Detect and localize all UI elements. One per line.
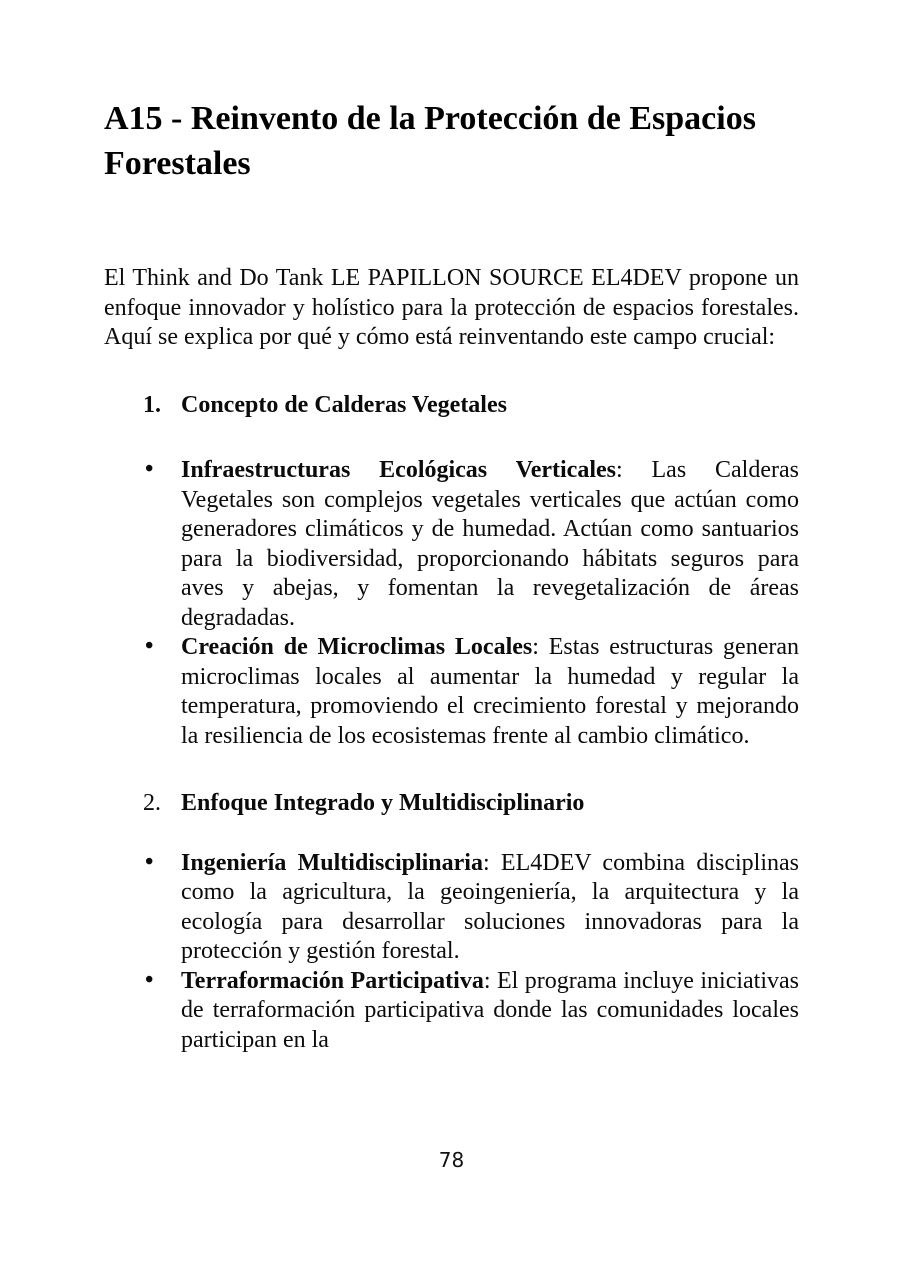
section-heading-1 bbox=[104, 391, 799, 421]
list-item bbox=[104, 849, 799, 967]
intro-paragraph: El Think and Do Tank LE PAPILLON SOURCE EL4DEV propone un enfoque innovador y holístico para la protección de espacios forestales. Aquí se explica por qué y cómo está reinventando este campo crucial: bbox=[104, 265, 799, 350]
bullet-list-2 bbox=[104, 849, 799, 1056]
bullet-text: : El programa incluye iniciativas de terraformación participativa donde las comunidades locales participan en la bbox=[181, 967, 800, 1053]
bullet-list-1 bbox=[104, 456, 799, 751]
list-item bbox=[104, 633, 799, 751]
page-number: 78 bbox=[438, 1148, 465, 1172]
section-number: 1. bbox=[143, 391, 161, 418]
bullet-text: : Estas estructuras generan microclimas locales al aumentar la humedad y regular la temperatura, promoviendo el crecimiento forestal y mejorando la resiliencia de los ecosistemas frente al cambio climático. bbox=[181, 634, 799, 749]
bullet-icon: • bbox=[145, 456, 154, 482]
bullet-term: Ingeniería Multidisciplinaria bbox=[181, 849, 483, 876]
bullet-term: Creación de Microclimas Locales bbox=[181, 634, 533, 660]
section-heading-text: Concepto de Calderas Vegetales bbox=[181, 391, 507, 418]
page-title: A15 - Reinvento de la Protección de Espacios Forestales bbox=[104, 100, 756, 182]
list-item bbox=[104, 456, 799, 633]
list-item bbox=[104, 967, 799, 1056]
bullet-text: : Las Calderas Vegetales son complejos vegetales verticales que actúan como generadores climáticos y de humedad. Actúan como santuarios para la biodiversidad, proporcionando hábitats seguros para aves y abejas, y fomentan la revegetalización de áreas degradadas. bbox=[181, 457, 799, 631]
bullet-icon: • bbox=[145, 848, 154, 875]
bullet-icon: • bbox=[145, 633, 154, 659]
section-heading-text: Enfoque Integrado y Multidisciplinario bbox=[181, 790, 585, 816]
section-heading-2 bbox=[104, 789, 799, 819]
bullet-icon: • bbox=[145, 966, 154, 993]
page-content bbox=[104, 0, 799, 1055]
bullet-text: : EL4DEV combina disciplinas como la agricultura, la geoingeniería, la arquitectura y la ecología para desarrollar soluciones innovadoras para la protección y gestión forestal. bbox=[181, 849, 799, 964]
section-number: 2. bbox=[143, 790, 161, 816]
bullet-term: Infraestructuras Ecológicas Verticales bbox=[181, 457, 616, 483]
bullet-term: Terraformación Participativa bbox=[181, 967, 484, 994]
